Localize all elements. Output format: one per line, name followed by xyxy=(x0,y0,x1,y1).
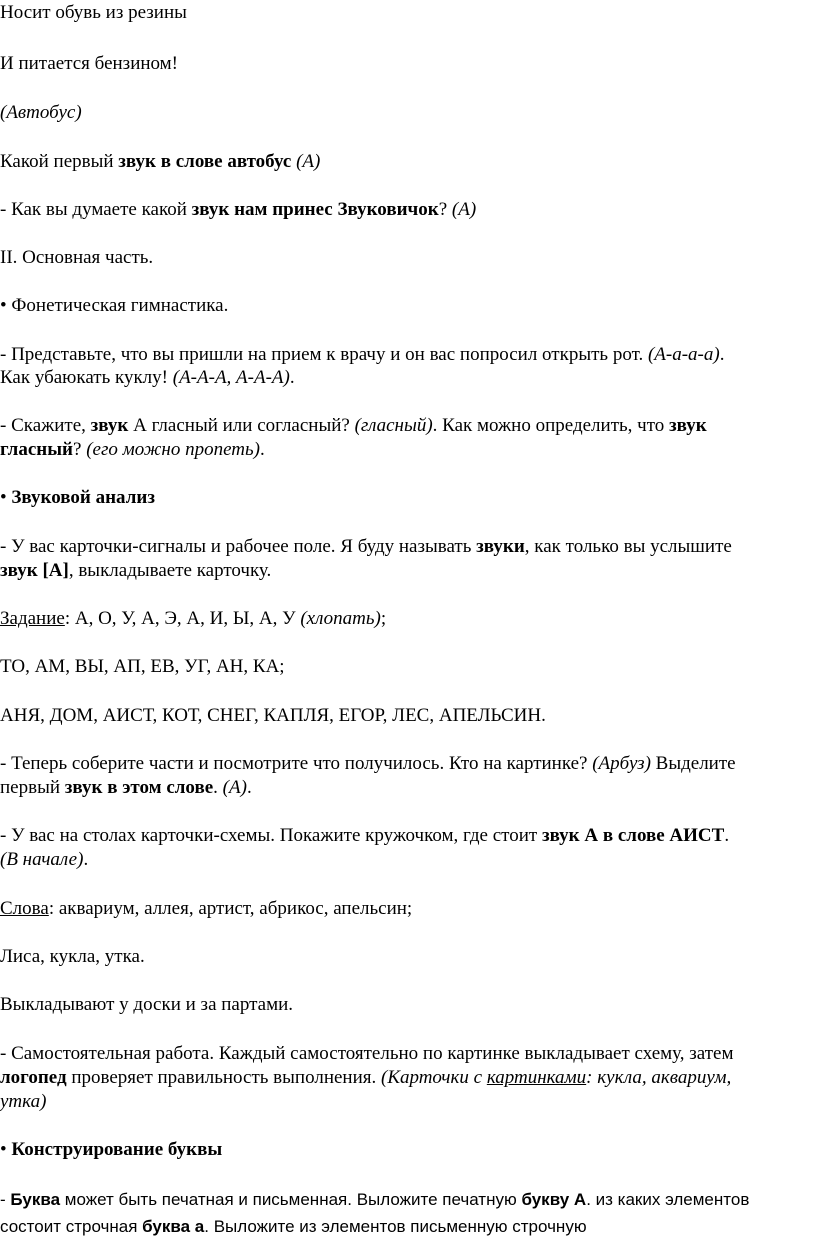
paragraph-schemes-line-2 xyxy=(0,849,88,871)
text: . xyxy=(724,825,730,846)
text: - Скажите, xyxy=(0,415,91,436)
words-list xyxy=(0,898,412,920)
bullet-letter-construction xyxy=(0,1139,222,1161)
bold-text: звук xyxy=(90,415,129,436)
text: ? xyxy=(73,439,87,460)
bold-text: звук [А] xyxy=(0,560,69,581)
bold-text: звук А в слове АИСТ xyxy=(541,825,725,846)
text: Какой первый xyxy=(0,151,119,172)
text: состоит строчная xyxy=(0,1217,143,1236)
paragraph-picture-line-1 xyxy=(0,753,736,775)
bold-text: гласный xyxy=(0,439,73,460)
italic-text: (Арбуз) xyxy=(592,753,651,774)
text: И питается бензином! xyxy=(0,53,179,74)
bullet-phonetic-gymnastics xyxy=(0,295,228,317)
text: • xyxy=(0,487,12,508)
question-brought-sound xyxy=(0,199,476,221)
task-letters xyxy=(0,608,386,630)
paragraph-independent-line-2 xyxy=(0,1067,731,1089)
underlined-text: Задание xyxy=(0,608,65,629)
bold-text: Конструирование буквы xyxy=(11,1139,223,1160)
bold-text: звук xyxy=(669,415,707,436)
bold-text: звук нам принес Звуковичок xyxy=(191,199,439,220)
text: : аквариум, аллея, артист, абрикос, апельсин; xyxy=(48,898,413,919)
bold-text: звук в этом слове xyxy=(64,777,214,798)
text: . xyxy=(289,367,295,388)
italic-text: утка) xyxy=(0,1091,47,1112)
italic-text: : кукла, аквариум, xyxy=(586,1067,732,1088)
text: (Автобус) xyxy=(0,102,82,123)
italic-text: (Карточки с xyxy=(381,1067,487,1088)
italic-text: (А-А-А, А-А-А) xyxy=(172,367,290,388)
underlined-text: Слова xyxy=(0,898,49,919)
text: - Представьте, что вы пришли на прием к врачу и он вас попросил открыть рот. xyxy=(0,344,648,365)
text: . Как можно определить, что xyxy=(432,415,670,436)
bold-text: звуки xyxy=(476,536,525,557)
text: - Как вы думаете какой xyxy=(0,199,192,220)
bullet-sound-analysis xyxy=(0,487,155,509)
text: II. Основная часть. xyxy=(0,247,154,268)
bold-text: звук в слове автобус xyxy=(118,151,292,172)
text: . xyxy=(83,849,89,870)
paragraph-vowel-line-1 xyxy=(0,415,707,437)
text: - xyxy=(0,1190,11,1209)
text: А гласный или согласный? xyxy=(128,415,355,436)
italic-underlined-text: картинками xyxy=(486,1067,587,1088)
italic-text: (гласный) xyxy=(354,415,433,436)
text: Носит обувь из резины xyxy=(0,2,187,23)
text: . xyxy=(246,777,252,798)
italic-text: (В начале) xyxy=(0,849,84,870)
text: первый xyxy=(0,777,65,798)
text: • Фонетическая гимнастика. xyxy=(0,295,229,316)
text: ТО, АМ, ВЫ, АП, ЕВ, УГ, АН, КА; xyxy=(0,656,285,677)
paragraph-independent-line-3 xyxy=(0,1091,46,1113)
text: , как только вы услышите xyxy=(524,536,732,557)
italic-text: (А) xyxy=(291,151,321,172)
paragraph-doll xyxy=(0,367,295,389)
italic-text: (А) xyxy=(451,199,477,220)
text: - У вас карточки-сигналы и рабочее поле. Я буду называть xyxy=(0,536,477,557)
bold-text: Звуковой анализ xyxy=(11,487,155,508)
text: может быть печатная и письменная. Выложите печатную xyxy=(60,1190,522,1209)
text: - У вас на столах карточки-схемы. Покажите кружочком, где стоит xyxy=(0,825,542,846)
text: . xyxy=(719,344,725,365)
task-words xyxy=(0,705,546,727)
text: . Выложите из элементов письменную строчную xyxy=(204,1217,587,1236)
paragraph-vowel-line-2 xyxy=(0,439,265,461)
text: ? xyxy=(438,199,452,220)
italic-text: (его можно пропеть) xyxy=(86,439,260,460)
text: Выделите xyxy=(650,753,736,774)
text: АНЯ, ДОМ, АИСТ, КОТ, СНЕГ, КАПЛЯ, ЕГОР, ЛЕС, АПЕЛЬСИН. xyxy=(0,705,546,726)
paragraph-schemes-line-1 xyxy=(0,825,729,847)
section-heading-main xyxy=(0,247,153,269)
paragraph-doctor xyxy=(0,344,724,366)
paragraph-board xyxy=(0,994,293,1016)
text: ; xyxy=(380,608,387,629)
text: Выкладывают у доски и за партами. xyxy=(0,994,294,1015)
paragraph-cards-line-2 xyxy=(0,560,271,582)
bold-text: буква а xyxy=(142,1217,205,1236)
text: Лиса, кукла, утка. xyxy=(0,946,145,967)
text: - Самостоятельная работа. Каждый самостоятельно по картинке выкладывает схему, затем xyxy=(0,1043,734,1064)
paragraph-picture-line-2 xyxy=(0,777,252,799)
text: , выкладываете карточку. xyxy=(68,560,272,581)
paragraph-independent-line-1 xyxy=(0,1043,733,1065)
text: • xyxy=(0,1139,12,1160)
text: . из каких элементов xyxy=(586,1190,750,1209)
bold-text: логопед xyxy=(0,1067,67,1088)
text: - Теперь соберите части и посмотрите что получилось. Кто на картинке? xyxy=(0,753,593,774)
paragraph-letter-line-2 xyxy=(0,1216,587,1238)
italic-text: (А-а-а-а) xyxy=(647,344,720,365)
italic-text: (хлопать) xyxy=(300,608,381,629)
riddle-answer xyxy=(0,102,82,124)
riddle-line-2 xyxy=(0,53,178,75)
text: . xyxy=(213,777,223,798)
paragraph-cards-line-1 xyxy=(0,536,732,558)
bold-text: Буква xyxy=(10,1190,61,1209)
bold-text: букву А xyxy=(521,1190,587,1209)
text: проверяет правильность выполнения. xyxy=(66,1067,381,1088)
question-first-sound xyxy=(0,151,320,173)
text: : А, О, У, А, Э, А, И, Ы, А, У xyxy=(64,608,301,629)
italic-text: (А) xyxy=(222,777,247,798)
riddle-line-1 xyxy=(0,2,187,24)
words-list-2 xyxy=(0,946,145,968)
text: Как убаюкать куклу! xyxy=(0,367,173,388)
paragraph-letter-line-1 xyxy=(0,1189,749,1211)
text: . xyxy=(260,439,265,460)
task-syllables xyxy=(0,656,285,678)
